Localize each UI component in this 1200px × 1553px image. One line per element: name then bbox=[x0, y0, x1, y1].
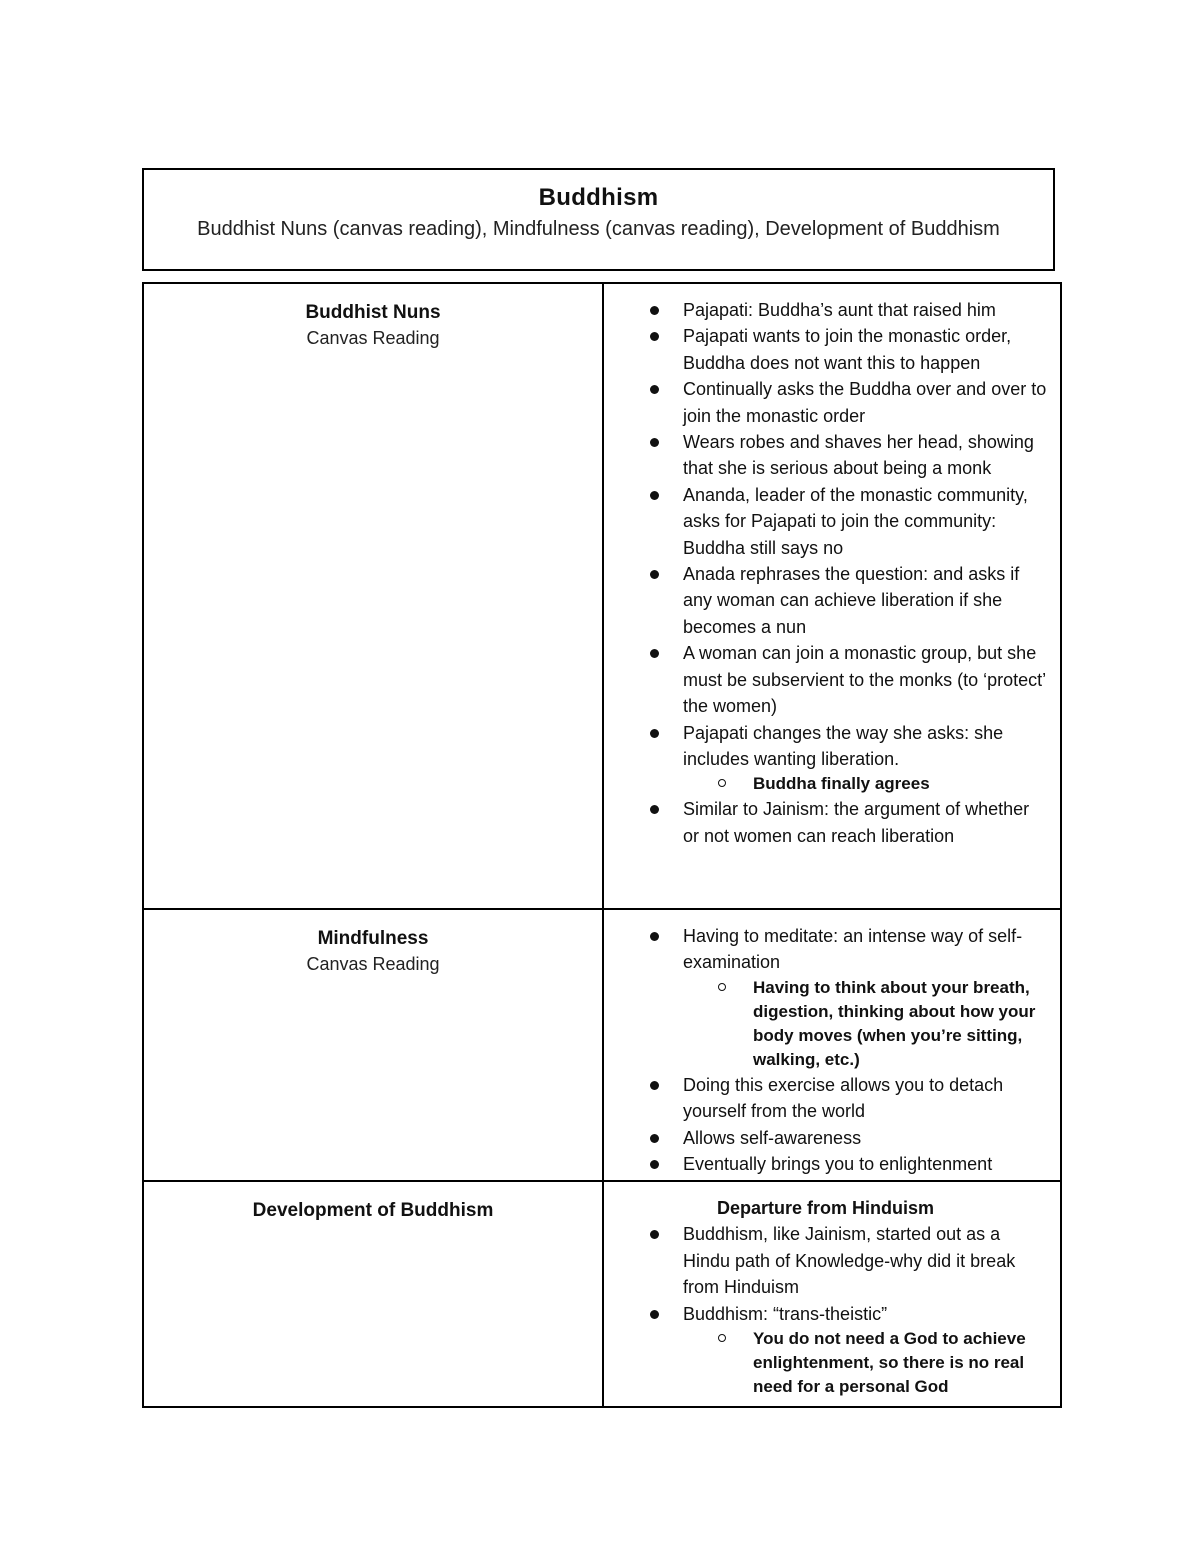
bullet-item: Doing this exercise allows you to detach yourself from the world bbox=[604, 1072, 1048, 1125]
notes-list bbox=[604, 1182, 1060, 1399]
bullet-text: Pajapati changes the way she asks: she includes wanting liberation. bbox=[683, 722, 1004, 769]
bullet-item: Continually asks the Buddha over and over to join the monastic order bbox=[604, 376, 1048, 429]
notes-list bbox=[604, 910, 1060, 1177]
bullet-item: Pajapati: Buddha’s aunt that raised him bbox=[604, 297, 1048, 323]
topic-subtitle: Canvas Reading bbox=[306, 954, 440, 974]
table-row-mindfulness bbox=[143, 909, 1061, 1181]
topic-title: Buddhist Nuns bbox=[305, 302, 441, 323]
bullet-item: Wears robes and shaves her head, showing that she is serious about being a monk bbox=[604, 429, 1048, 482]
notes-cell bbox=[603, 283, 1061, 909]
topic-cell bbox=[143, 909, 603, 1181]
sub-bullet-item: Having to think about your breath, digestion, thinking about how your body moves (when you’re sitting, walking, etc.) bbox=[683, 976, 1048, 1072]
bullet-item: Anada rephrases the question: and asks if any woman can achieve liberation if she becomes a nun bbox=[604, 561, 1048, 640]
notes-table bbox=[142, 282, 1062, 1408]
notes-cell bbox=[603, 909, 1061, 1181]
sub-bullet-item: You do not need a God to achieve enlightenment, so there is no real need for a personal God bbox=[683, 1327, 1048, 1399]
bullet-item: Similar to Jainism: the argument of whether or not women can reach liberation bbox=[604, 796, 1048, 849]
notes-heading: Departure from Hinduism bbox=[717, 1198, 935, 1218]
bullet-item bbox=[604, 923, 1048, 1072]
notes-cell bbox=[603, 1181, 1061, 1407]
topic-title: Mindfulness bbox=[317, 928, 429, 949]
bullet-item: Pajapati wants to join the monastic order, Buddha does not want this to happen bbox=[604, 323, 1048, 376]
table-row-development bbox=[143, 1181, 1061, 1407]
sub-bullet-item: Buddha finally agrees bbox=[683, 772, 1048, 796]
bullet-item bbox=[604, 1301, 1048, 1399]
topic-title: Development of Buddhism bbox=[252, 1200, 494, 1221]
bullet-item bbox=[604, 720, 1048, 797]
bullet-text: Buddhism: “trans-theistic” bbox=[683, 1303, 888, 1324]
bullet-item: Allows self-awareness bbox=[604, 1125, 1048, 1151]
bullet-item: Eventually brings you to enlightenment bbox=[604, 1151, 1048, 1177]
topic-cell bbox=[143, 283, 603, 909]
notes-list bbox=[604, 284, 1060, 849]
topic-cell bbox=[143, 1181, 603, 1407]
document-header bbox=[142, 168, 1055, 271]
table-row-buddhist-nuns bbox=[143, 283, 1061, 909]
page-title: Buddhism bbox=[538, 184, 659, 211]
bullet-item: Ananda, leader of the monastic community, asks for Pajapati to join the community: Buddha still says no bbox=[604, 482, 1048, 561]
bullet-text: Having to meditate: an intense way of self-examination bbox=[683, 926, 1023, 973]
bullet-item: Buddhism, like Jainism, started out as a Hindu path of Knowledge-why did it break from Hinduism bbox=[604, 1221, 1048, 1300]
page-subtitle: Buddhist Nuns (canvas reading), Mindfulness (canvas reading), Development of Buddhism bbox=[197, 218, 1000, 240]
bullet-item: A woman can join a monastic group, but she must be subservient to the monks (to ‘protect’ the women) bbox=[604, 640, 1048, 719]
topic-subtitle: Canvas Reading bbox=[306, 328, 440, 348]
